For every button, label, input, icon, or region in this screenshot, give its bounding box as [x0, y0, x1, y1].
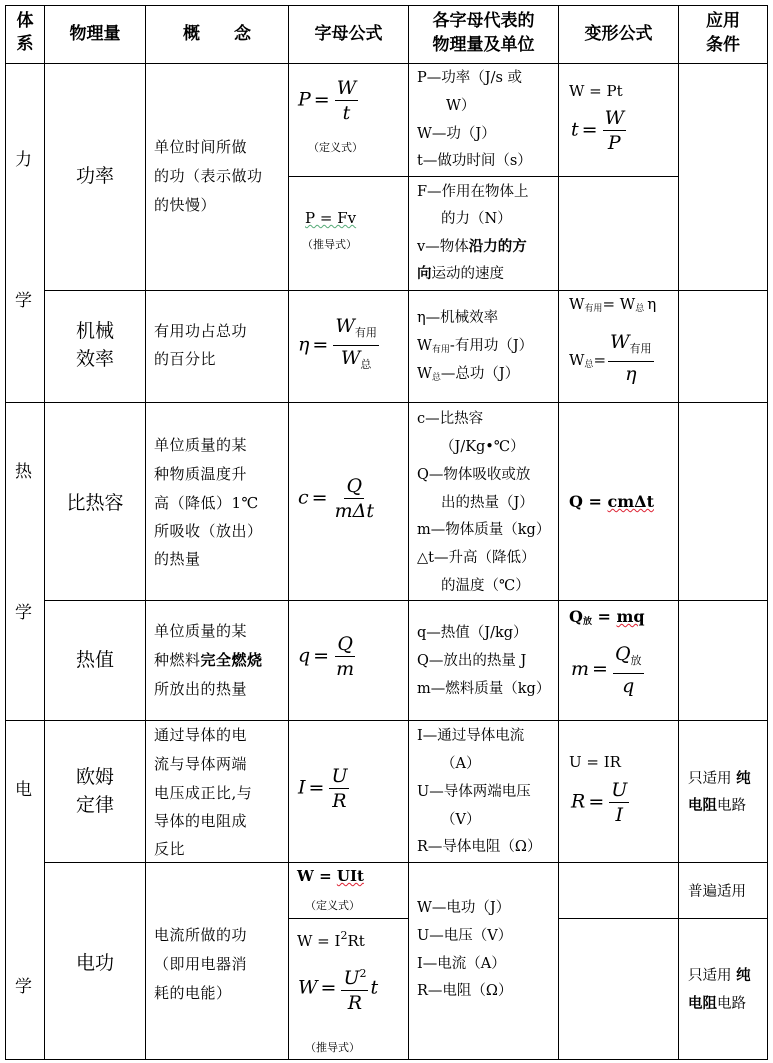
header-variant: 变形公式	[584, 24, 653, 44]
formula-heat-value: q = $\frac{Q}{m}$	[298, 633, 355, 680]
header-system: 体 系	[16, 11, 34, 54]
header-concept: 概 念	[183, 24, 251, 44]
variant-heat-capacity: Q = cmΔt	[569, 492, 654, 511]
formula-ohm: I = $\frac{U}{R}$	[298, 765, 348, 812]
formula-power-derived: P = Fv	[305, 209, 357, 227]
system-thermal-2: 学	[15, 603, 32, 623]
system-electric-1: 电	[15, 780, 32, 800]
formula-power-definition: P = $\frac{W}{t}$	[298, 77, 357, 124]
quantity-electric-work: 电功	[75, 952, 114, 974]
formula-power-derived-note: （推导式）	[302, 238, 357, 251]
formula-electric-work-voltage: W = $\frac{U^2}{R}$ t	[298, 962, 378, 1015]
formula-efficiency: η = $\frac{W_{有用}}{W_总}$	[298, 315, 377, 371]
header-quantity: 物理量	[69, 24, 121, 44]
formula-electric-work-derived-note: （推导式）	[305, 1041, 360, 1054]
formula-electric-work-definition: W = UIt	[297, 867, 364, 885]
header-formula: 字母公式	[314, 24, 383, 44]
system-mechanics-2: 学	[15, 291, 32, 311]
formula-electric-work-definition-note: （定义式）	[305, 899, 360, 912]
header-symbols: 各字母代表的 物理量及单位	[432, 11, 535, 55]
system-mechanics-1: 力	[15, 150, 32, 170]
system-electric-2: 学	[15, 977, 32, 997]
quantity-heat-capacity: 比热容	[66, 492, 124, 514]
formula-electric-work-joule: $W = I^2Rt$	[297, 929, 365, 950]
system-thermal-1: 热	[15, 462, 32, 482]
condition-electric-work-general: 普遍适用	[688, 884, 746, 900]
formula-power-definition-note: （定义式）	[308, 141, 363, 154]
quantity-power: 功率	[75, 165, 114, 187]
formula-heat-capacity: c = $\frac{Q}{\text{mΔt}}$	[298, 475, 374, 522]
header-condition: 应用 条件	[706, 11, 740, 55]
quantity-heat-value: 热值	[75, 649, 114, 671]
